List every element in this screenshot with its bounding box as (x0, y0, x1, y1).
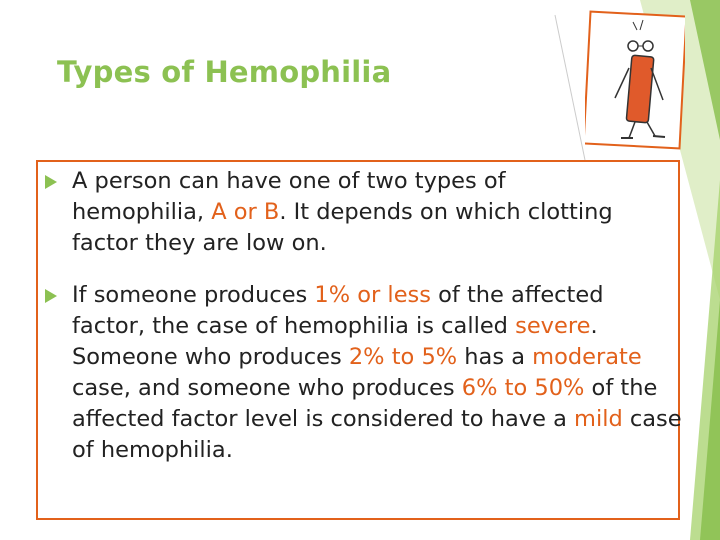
bullet-text-segment: . It depends on which clotting factor they are low on. (72, 199, 613, 256)
bullet-text (72, 282, 682, 463)
highlighted-term: A or B (211, 199, 280, 225)
highlighted-term: mild (574, 406, 623, 432)
highlighted-term: 1% or less (314, 282, 431, 308)
bullet-text-segment: of the affected factor level is considered to have a (72, 375, 658, 432)
bullet-text-segment: . Someone who produces (72, 313, 598, 370)
highlighted-term: 2% to 5% (348, 344, 458, 370)
bullet-text (72, 168, 613, 256)
highlighted-term: moderate (532, 344, 642, 370)
triangle-bullet-icon (45, 175, 57, 189)
bullet-text-segment: of the affected factor, the case of hemophilia is called (72, 282, 604, 339)
highlighted-term: 6% to 50% (461, 375, 585, 401)
triangle-bullet-icon (45, 289, 57, 303)
bullet-text-segment: case of hemophilia. (72, 406, 682, 463)
slide-title: Types of Hemophilia (57, 55, 392, 89)
bullet-text-segment: has a (457, 344, 533, 370)
bullet-item (72, 280, 682, 466)
highlighted-term: severe (515, 313, 591, 339)
bullet-text-segment: A person can have one of two types of hemophilia, (72, 168, 506, 225)
cartoon-bandage-character-icon (585, 10, 685, 150)
bullet-item (72, 166, 632, 259)
bullet-text-segment: If someone produces (72, 282, 315, 308)
bullet-text-segment: case, and someone who produces (72, 375, 462, 401)
